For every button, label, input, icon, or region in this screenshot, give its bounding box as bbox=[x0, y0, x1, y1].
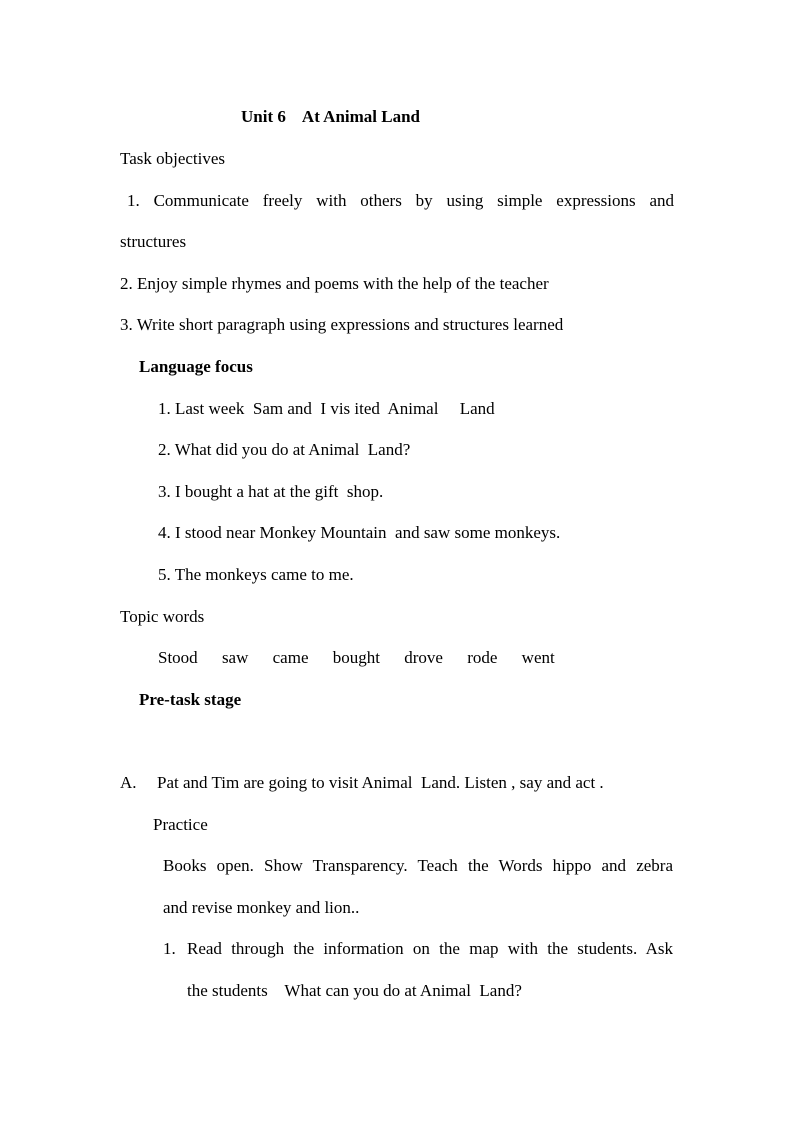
language-focus-heading: Language focus bbox=[139, 357, 253, 376]
objective-2: 2. Enjoy simple rhymes and poems with the help of the teacher bbox=[120, 274, 549, 293]
pre-task-heading: Pre-task stage bbox=[139, 690, 242, 709]
focus-item-1: 1. Last week Sam and I vis ited Animal Land bbox=[158, 399, 495, 418]
topic-word: saw bbox=[221, 648, 249, 667]
objective-3: 3. Write short paragraph using expressions and structures learned bbox=[120, 315, 564, 334]
step-1-line-1: Read through the information on the map with the students. Ask bbox=[187, 939, 673, 958]
topic-words-heading: Topic words bbox=[120, 607, 205, 626]
focus-item-4: 4. I stood near Monkey Mountain and saw some monkeys. bbox=[158, 523, 561, 542]
section-a-text: Pat and Tim are going to visit Animal Land. Listen , say and act . bbox=[157, 773, 604, 792]
topic-word: rode bbox=[467, 648, 498, 667]
step-1-line-2: the students What can you do at Animal Land? bbox=[187, 981, 522, 1000]
focus-item-3: 3. I bought a hat at the gift shop. bbox=[158, 482, 384, 501]
objective-1-line-2: structures bbox=[120, 232, 187, 251]
topic-word: drove bbox=[404, 648, 443, 667]
focus-item-5: 5. The monkeys came to me. bbox=[158, 565, 354, 584]
topic-word: went bbox=[521, 648, 555, 667]
step-1-marker: 1. bbox=[163, 939, 176, 958]
focus-item-2: 2. What did you do at Animal Land? bbox=[158, 440, 411, 459]
practice-label: Practice bbox=[153, 815, 208, 834]
section-a-marker: A. bbox=[120, 773, 137, 792]
topic-word: Stood bbox=[158, 648, 198, 667]
page-title: Unit 6 At Animal Land bbox=[241, 107, 421, 126]
objective-1-line-1: 1. Communicate freely with others by using simple expressions and bbox=[127, 191, 674, 210]
practice-paragraph-line-1: Books open. Show Transparency. Teach the Words hippo and zebra bbox=[163, 856, 673, 875]
topic-words-list bbox=[158, 648, 555, 668]
topic-word: bought bbox=[332, 648, 380, 667]
task-objectives-heading: Task objectives bbox=[120, 149, 226, 168]
topic-word: came bbox=[272, 648, 309, 667]
practice-paragraph-line-2: and revise monkey and lion.. bbox=[163, 898, 360, 917]
